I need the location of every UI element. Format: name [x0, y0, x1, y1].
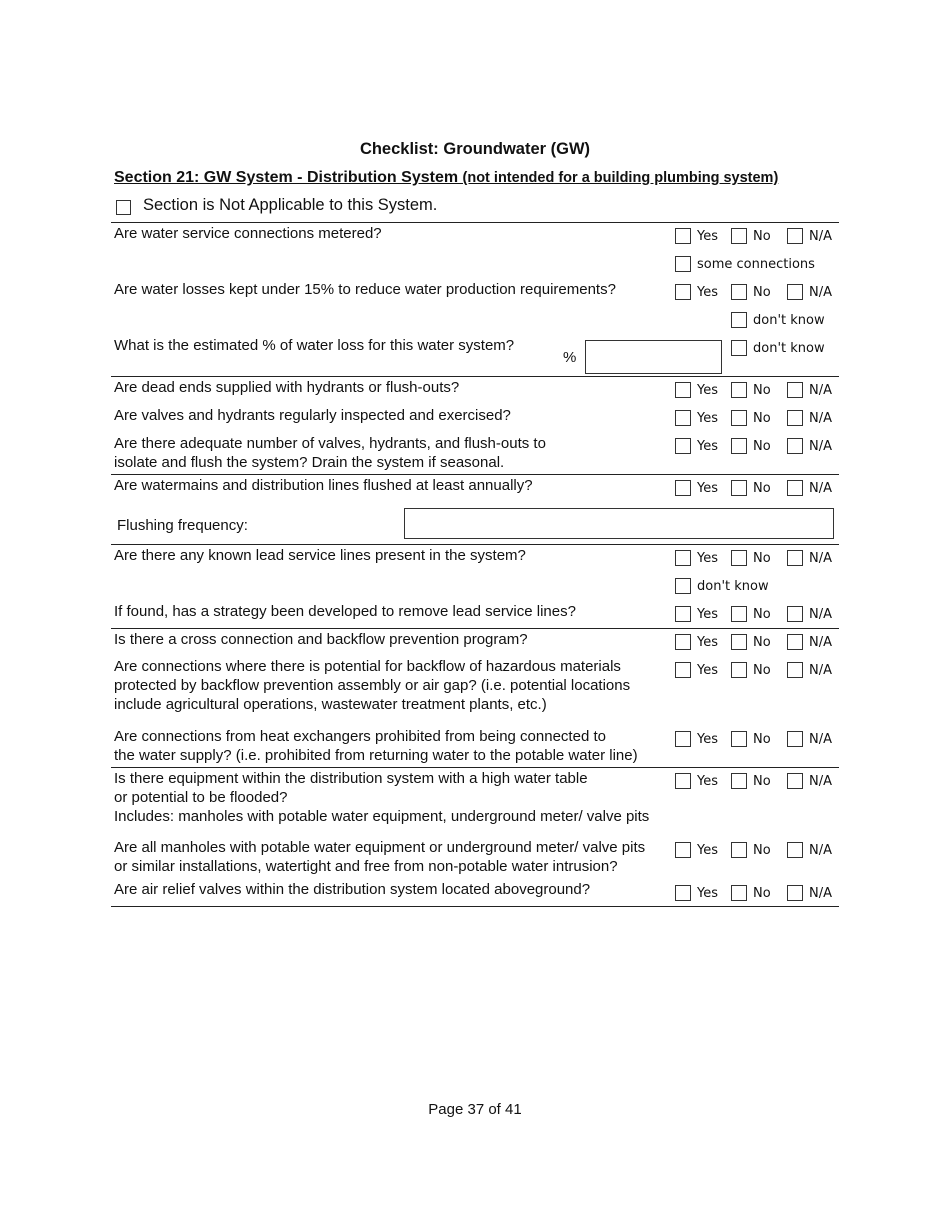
checkbox[interactable]	[787, 438, 803, 454]
question-lead-lines: Are there any known lead service lines present in the system?	[114, 547, 526, 564]
checkbox[interactable]	[731, 438, 747, 454]
question-line: include agricultural operations, wastewater treatment plants, etc.)	[114, 696, 547, 713]
checkbox[interactable]	[731, 312, 747, 328]
option-label: N/A	[809, 606, 832, 622]
question-heat-exchangers	[114, 727, 638, 765]
option-label: N/A	[809, 284, 832, 300]
yes-option[interactable]	[675, 284, 718, 300]
section-not-applicable	[116, 196, 437, 215]
no-option[interactable]	[731, 842, 771, 858]
question-air-relief: Are air relief valves within the distribution system located aboveground?	[114, 881, 591, 898]
question-line: Are all manholes with potable water equipment or underground meter/ valve pits	[114, 839, 646, 856]
option-label: N/A	[809, 773, 832, 789]
option-label: Yes	[697, 284, 718, 300]
checkbox[interactable]	[731, 731, 747, 747]
divider	[111, 544, 839, 545]
option-label: No	[753, 885, 771, 901]
yes-option[interactable]	[675, 606, 718, 622]
checkbox[interactable]	[787, 731, 803, 747]
checkbox[interactable]	[731, 410, 747, 426]
na-option[interactable]	[787, 480, 832, 496]
option-label: Yes	[697, 773, 718, 789]
option-label: No	[753, 284, 771, 300]
option-label: Yes	[697, 731, 718, 747]
page-title: Checklist: Groundwater (GW)	[359, 140, 591, 158]
no-option[interactable]	[731, 662, 771, 678]
question-flushed-annually: Are watermains and distribution lines flushed at least annually?	[114, 477, 533, 494]
some-connections-option[interactable]	[675, 256, 815, 272]
option-label: don't know	[697, 578, 769, 594]
checkbox[interactable]	[787, 634, 803, 650]
yes-option[interactable]	[675, 382, 718, 398]
checkbox[interactable]	[675, 842, 691, 858]
checkbox[interactable]	[731, 284, 747, 300]
divider	[111, 906, 839, 907]
no-option[interactable]	[731, 438, 771, 454]
question-line: isolate and flush the system? Drain the system if seasonal.	[114, 454, 505, 471]
question-flood-equipment	[114, 769, 649, 826]
yes-option[interactable]	[675, 662, 718, 678]
no-option[interactable]	[731, 284, 771, 300]
option-label: Yes	[697, 662, 718, 678]
checkbox[interactable]	[675, 438, 691, 454]
checkbox[interactable]	[787, 662, 803, 678]
question-percent-loss: What is the estimated % of water loss for this water system?	[114, 337, 515, 354]
option-label: Yes	[697, 606, 718, 622]
no-option[interactable]	[731, 885, 771, 901]
question-water-losses: Are water losses kept under 15% to reduce water production requirements?	[114, 281, 616, 298]
option-label: Yes	[697, 842, 718, 858]
yes-option[interactable]	[675, 550, 718, 566]
checkbox[interactable]	[675, 634, 691, 650]
no-option[interactable]	[731, 731, 771, 747]
na-option[interactable]	[787, 228, 832, 244]
no-option[interactable]	[731, 606, 771, 622]
checkbox[interactable]	[787, 410, 803, 426]
checkbox[interactable]	[675, 382, 691, 398]
checkbox[interactable]	[731, 885, 747, 901]
option-label: No	[753, 480, 771, 496]
option-label: N/A	[809, 480, 832, 496]
question-line: protected by backflow prevention assembly or air gap? (i.e. potential locations	[114, 677, 631, 694]
option-label: No	[753, 842, 771, 858]
na-option[interactable]	[787, 773, 832, 789]
yes-option[interactable]	[675, 842, 718, 858]
option-label: No	[753, 550, 771, 566]
checkbox[interactable]	[787, 550, 803, 566]
checkbox[interactable]	[731, 606, 747, 622]
not-applicable-checkbox[interactable]	[116, 200, 131, 215]
checkbox[interactable]	[731, 842, 747, 858]
checkbox[interactable]	[731, 662, 747, 678]
checkbox[interactable]	[675, 578, 691, 594]
question-line: Are there adequate number of valves, hydrants, and flush-outs to	[114, 435, 546, 452]
option-label: Yes	[697, 885, 718, 901]
option-label: No	[753, 634, 771, 650]
no-option[interactable]	[731, 550, 771, 566]
question-lead-strategy: If found, has a strategy been developed to remove lead service lines?	[114, 603, 576, 620]
option-label: No	[753, 382, 771, 398]
dont-know-option[interactable]	[675, 578, 769, 594]
option-label: No	[753, 228, 771, 244]
checkbox[interactable]	[787, 228, 803, 244]
option-label: N/A	[809, 634, 832, 650]
checkbox[interactable]	[675, 550, 691, 566]
option-label: N/A	[809, 731, 832, 747]
dont-know-option[interactable]	[731, 312, 825, 328]
na-option[interactable]	[787, 885, 832, 901]
question-line: the water supply? (i.e. prohibited from returning water to the potable water line)	[114, 747, 638, 764]
option-label: Yes	[697, 550, 718, 566]
checkbox[interactable]	[787, 842, 803, 858]
checkbox[interactable]	[731, 340, 747, 356]
question-adequate-valves	[114, 434, 546, 472]
option-label: Yes	[697, 438, 718, 454]
divider	[111, 474, 839, 475]
yes-option[interactable]	[675, 410, 718, 426]
checkbox[interactable]	[675, 606, 691, 622]
yes-option[interactable]	[675, 885, 718, 901]
question-line: Are connections where there is potential for backflow of hazardous materials	[114, 658, 621, 675]
checkbox[interactable]	[675, 410, 691, 426]
option-label: Yes	[697, 410, 718, 426]
option-label: don't know	[753, 312, 825, 328]
option-label: don't know	[753, 340, 825, 356]
option-label: No	[753, 438, 771, 454]
yes-option[interactable]	[675, 773, 718, 789]
divider	[111, 376, 839, 377]
question-line: or similar installations, watertight and free from non-potable water intrusion?	[114, 858, 618, 875]
no-option[interactable]	[731, 480, 771, 496]
question-line: Is there equipment within the distribution system with a high water table	[114, 770, 588, 787]
na-option[interactable]	[787, 842, 832, 858]
option-label: No	[753, 731, 771, 747]
na-option[interactable]	[787, 731, 832, 747]
section-heading-text: Section 21: GW System - Distribution System	[114, 169, 463, 186]
checkbox[interactable]	[731, 634, 747, 650]
option-label: No	[753, 773, 771, 789]
no-option[interactable]	[731, 382, 771, 398]
checkbox[interactable]	[675, 284, 691, 300]
na-option[interactable]	[787, 606, 832, 622]
question-cross-connection: Is there a cross connection and backflow prevention program?	[114, 631, 528, 648]
checkbox[interactable]	[675, 256, 691, 272]
checkbox[interactable]	[731, 228, 747, 244]
yes-option[interactable]	[675, 731, 718, 747]
option-label: N/A	[809, 885, 832, 901]
checkbox[interactable]	[731, 550, 747, 566]
section-heading	[114, 169, 778, 187]
no-option[interactable]	[731, 228, 771, 244]
checkbox[interactable]	[787, 284, 803, 300]
divider	[111, 222, 839, 223]
checkbox[interactable]	[787, 885, 803, 901]
question-manholes-watertight	[114, 838, 645, 876]
divider	[111, 628, 839, 629]
na-option[interactable]	[787, 662, 832, 678]
option-label: N/A	[809, 438, 832, 454]
dont-know-option[interactable]	[731, 340, 825, 356]
no-option[interactable]	[731, 773, 771, 789]
option-label: N/A	[809, 842, 832, 858]
option-label: Yes	[697, 634, 718, 650]
na-option[interactable]	[787, 284, 832, 300]
option-label: No	[753, 606, 771, 622]
no-option[interactable]	[731, 410, 771, 426]
yes-option[interactable]	[675, 480, 718, 496]
not-applicable-label: Section is Not Applicable to this System.	[143, 196, 438, 214]
na-option[interactable]	[787, 410, 832, 426]
checkbox[interactable]	[675, 662, 691, 678]
checkbox[interactable]	[675, 480, 691, 496]
option-label: N/A	[809, 662, 832, 678]
divider	[111, 767, 839, 768]
question-backflow-hazardous	[114, 657, 630, 714]
checkbox[interactable]	[675, 885, 691, 901]
question-line: Are connections from heat exchangers prohibited from being connected to	[114, 728, 606, 745]
option-label: Yes	[697, 382, 718, 398]
yes-option[interactable]	[675, 228, 718, 244]
question-valves-inspected: Are valves and hydrants regularly inspected and exercised?	[114, 407, 511, 424]
section-subheading: (not intended for a building plumbing system)	[462, 170, 779, 186]
checkbox[interactable]	[731, 382, 747, 398]
checkbox[interactable]	[787, 606, 803, 622]
option-label: Yes	[697, 228, 718, 244]
option-label: some connections	[697, 256, 815, 272]
flushing-frequency-label: Flushing frequency:	[117, 517, 248, 534]
question-metered: Are water service connections metered?	[114, 225, 382, 242]
checkbox[interactable]	[731, 480, 747, 496]
checkbox[interactable]	[787, 773, 803, 789]
option-label: N/A	[809, 228, 832, 244]
yes-option[interactable]	[675, 438, 718, 454]
na-option[interactable]	[787, 634, 832, 650]
checkbox[interactable]	[731, 773, 747, 789]
option-label: N/A	[809, 550, 832, 566]
checkbox[interactable]	[675, 773, 691, 789]
na-option[interactable]	[787, 438, 832, 454]
question-line: Includes: manholes with potable water equipment, underground meter/ valve pits	[114, 808, 650, 825]
page-number: Page 37 of 41	[428, 1101, 522, 1118]
no-option[interactable]	[731, 634, 771, 650]
option-label: N/A	[809, 410, 832, 426]
percent-symbol: %	[563, 349, 577, 366]
na-option[interactable]	[787, 382, 832, 398]
option-label: Yes	[697, 480, 718, 496]
checkbox[interactable]	[675, 731, 691, 747]
question-dead-ends: Are dead ends supplied with hydrants or flush-outs?	[114, 379, 460, 396]
option-label: No	[753, 662, 771, 678]
option-label: No	[753, 410, 771, 426]
na-option[interactable]	[787, 550, 832, 566]
percent-loss-input[interactable]	[585, 340, 722, 374]
checkbox[interactable]	[675, 228, 691, 244]
yes-option[interactable]	[675, 634, 718, 650]
option-label: N/A	[809, 382, 832, 398]
checkbox[interactable]	[787, 480, 803, 496]
question-line: or potential to be flooded?	[114, 789, 288, 806]
checkbox[interactable]	[787, 382, 803, 398]
flushing-frequency-input[interactable]	[404, 508, 834, 539]
